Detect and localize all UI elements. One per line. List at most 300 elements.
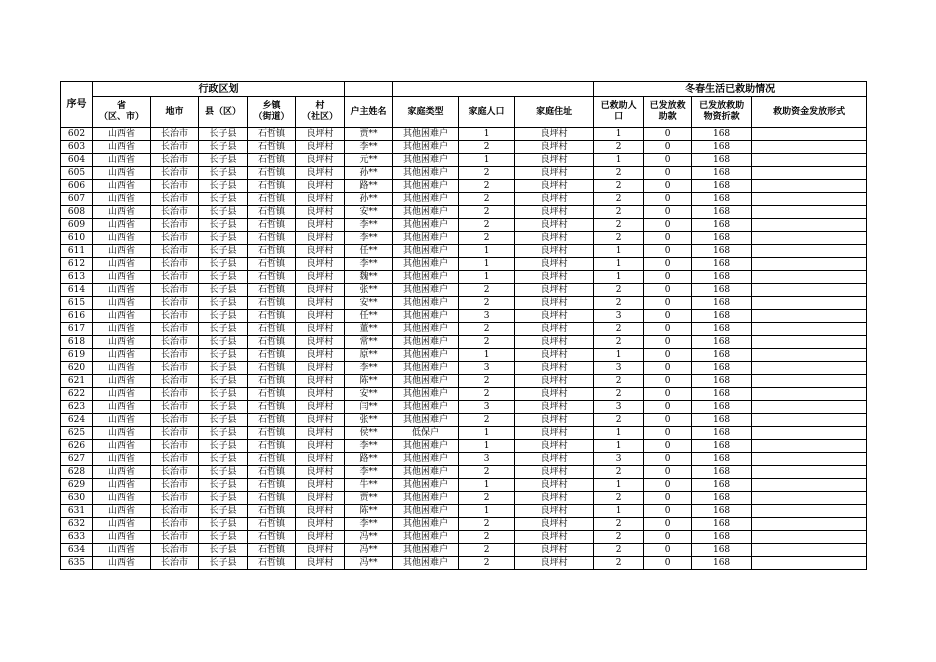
province-cell: 山西省	[93, 323, 151, 336]
village-cell: 良坪村	[296, 362, 345, 375]
county-cell: 长子县	[199, 349, 248, 362]
householder-cell: 安**	[345, 388, 393, 401]
aided-people-cell: 2	[594, 297, 644, 310]
aided-people-cell: 2	[594, 414, 644, 427]
table-row	[61, 557, 867, 570]
seq-cell: 625	[61, 427, 93, 440]
town-cell: 石哲镇	[248, 206, 296, 219]
family-size-cell: 1	[459, 427, 515, 440]
aided-people-cell: 2	[594, 284, 644, 297]
town-cell: 石哲镇	[248, 141, 296, 154]
seq-cell: 627	[61, 453, 93, 466]
material-aid-cell: 168	[692, 479, 752, 492]
aid-form-cell	[752, 154, 867, 167]
town-cell: 石哲镇	[248, 284, 296, 297]
householder-cell: 陈**	[345, 375, 393, 388]
householder-cell: 常**	[345, 336, 393, 349]
material-aid-cell: 168	[692, 141, 752, 154]
householder-cell: 李**	[345, 440, 393, 453]
address-cell: 良坪村	[515, 310, 594, 323]
aid-form-cell	[752, 206, 867, 219]
town-cell: 石哲镇	[248, 128, 296, 141]
address-cell: 良坪村	[515, 440, 594, 453]
province-cell: 山西省	[93, 180, 151, 193]
province-cell: 山西省	[93, 193, 151, 206]
table-row	[61, 310, 867, 323]
town-cell: 石哲镇	[248, 505, 296, 518]
address-cell: 良坪村	[515, 388, 594, 401]
county-cell: 长子县	[199, 505, 248, 518]
city-cell: 长治市	[151, 232, 199, 245]
cash-aid-cell: 0	[644, 297, 692, 310]
seq-cell: 617	[61, 323, 93, 336]
table-row	[61, 284, 867, 297]
aid-form-cell	[752, 453, 867, 466]
householder-cell: 原**	[345, 349, 393, 362]
family-size-cell: 2	[459, 167, 515, 180]
county-cell: 长子县	[199, 258, 248, 271]
city-cell: 长治市	[151, 128, 199, 141]
city-cell: 长治市	[151, 167, 199, 180]
county-cell: 长子县	[199, 479, 248, 492]
address-cell: 良坪村	[515, 232, 594, 245]
town-cell: 石哲镇	[248, 466, 296, 479]
village-cell: 良坪村	[296, 154, 345, 167]
town-cell: 石哲镇	[248, 544, 296, 557]
header-aided-people-l2: 口	[614, 112, 624, 122]
cash-aid-cell: 0	[644, 466, 692, 479]
material-aid-cell: 168	[692, 414, 752, 427]
province-cell: 山西省	[93, 258, 151, 271]
city-cell: 长治市	[151, 219, 199, 232]
aided-people-cell: 2	[594, 557, 644, 570]
town-cell: 石哲镇	[248, 531, 296, 544]
village-cell: 良坪村	[296, 492, 345, 505]
family-size-cell: 1	[459, 479, 515, 492]
city-cell: 长治市	[151, 388, 199, 401]
city-cell: 长治市	[151, 479, 199, 492]
county-cell: 长子县	[199, 323, 248, 336]
province-cell: 山西省	[93, 492, 151, 505]
address-cell: 良坪村	[515, 323, 594, 336]
town-cell: 石哲镇	[248, 518, 296, 531]
family-size-cell: 2	[459, 336, 515, 349]
county-cell: 长子县	[199, 466, 248, 479]
family-type-cell: 其他困难户	[393, 544, 459, 557]
householder-cell: 张**	[345, 284, 393, 297]
county-cell: 长子县	[199, 245, 248, 258]
address-cell: 良坪村	[515, 479, 594, 492]
province-cell: 山西省	[93, 336, 151, 349]
householder-cell: 路**	[345, 453, 393, 466]
city-cell: 长治市	[151, 245, 199, 258]
householder-cell: 李**	[345, 219, 393, 232]
header-family-size: 家庭人口	[459, 97, 515, 128]
family-size-cell: 2	[459, 388, 515, 401]
table-row	[61, 414, 867, 427]
table-row	[61, 466, 867, 479]
county-cell: 长子县	[199, 167, 248, 180]
city-cell: 长治市	[151, 401, 199, 414]
village-cell: 良坪村	[296, 167, 345, 180]
cash-aid-cell: 0	[644, 518, 692, 531]
family-size-cell: 1	[459, 128, 515, 141]
province-cell: 山西省	[93, 128, 151, 141]
city-cell: 长治市	[151, 375, 199, 388]
aided-people-cell: 2	[594, 518, 644, 531]
family-size-cell: 2	[459, 232, 515, 245]
table-row	[61, 167, 867, 180]
county-cell: 长子县	[199, 388, 248, 401]
material-aid-cell: 168	[692, 375, 752, 388]
family-size-cell: 2	[459, 557, 515, 570]
aided-people-cell: 2	[594, 375, 644, 388]
householder-cell: 李**	[345, 141, 393, 154]
aid-form-cell	[752, 557, 867, 570]
aid-form-cell	[752, 505, 867, 518]
aid-form-cell	[752, 141, 867, 154]
county-cell: 长子县	[199, 141, 248, 154]
table-body	[61, 128, 867, 570]
county-cell: 长子县	[199, 557, 248, 570]
village-cell: 良坪村	[296, 310, 345, 323]
seq-cell: 605	[61, 167, 93, 180]
family-size-cell: 3	[459, 401, 515, 414]
material-aid-cell: 168	[692, 388, 752, 401]
city-cell: 长治市	[151, 336, 199, 349]
city-cell: 长治市	[151, 440, 199, 453]
county-cell: 长子县	[199, 544, 248, 557]
county-cell: 长子县	[199, 193, 248, 206]
header-village-l1: 村	[315, 101, 325, 111]
aid-form-cell	[752, 388, 867, 401]
family-type-cell: 其他困难户	[393, 193, 459, 206]
material-aid-cell: 168	[692, 219, 752, 232]
family-size-cell: 3	[459, 453, 515, 466]
province-cell: 山西省	[93, 284, 151, 297]
householder-cell: 任**	[345, 245, 393, 258]
family-type-cell: 其他困难户	[393, 232, 459, 245]
seq-cell: 635	[61, 557, 93, 570]
householder-cell: 侯**	[345, 427, 393, 440]
address-cell: 良坪村	[515, 271, 594, 284]
material-aid-cell: 168	[692, 297, 752, 310]
address-cell: 良坪村	[515, 531, 594, 544]
aid-form-cell	[752, 219, 867, 232]
town-cell: 石哲镇	[248, 427, 296, 440]
aided-people-cell: 1	[594, 271, 644, 284]
family-type-cell: 其他困难户	[393, 206, 459, 219]
table-row	[61, 492, 867, 505]
material-aid-cell: 168	[692, 557, 752, 570]
seq-cell: 606	[61, 180, 93, 193]
address-cell: 良坪村	[515, 362, 594, 375]
header-aid-form: 救助资金发放形式	[752, 97, 867, 128]
county-cell: 长子县	[199, 128, 248, 141]
cash-aid-cell: 0	[644, 349, 692, 362]
province-cell: 山西省	[93, 271, 151, 284]
village-cell: 良坪村	[296, 271, 345, 284]
material-aid-cell: 168	[692, 440, 752, 453]
address-cell: 良坪村	[515, 427, 594, 440]
province-cell: 山西省	[93, 232, 151, 245]
aided-people-cell: 1	[594, 128, 644, 141]
aid-form-cell	[752, 258, 867, 271]
aid-form-cell	[752, 297, 867, 310]
table-row	[61, 206, 867, 219]
material-aid-cell: 168	[692, 245, 752, 258]
householder-cell: 李**	[345, 518, 393, 531]
province-cell: 山西省	[93, 154, 151, 167]
material-aid-cell: 168	[692, 492, 752, 505]
header-village-l2: （社区）	[302, 112, 339, 122]
family-type-cell: 低保户	[393, 427, 459, 440]
address-cell: 良坪村	[515, 297, 594, 310]
header-blank-a	[345, 82, 393, 97]
aided-people-cell: 2	[594, 336, 644, 349]
village-cell: 良坪村	[296, 388, 345, 401]
town-cell: 石哲镇	[248, 453, 296, 466]
village-cell: 良坪村	[296, 245, 345, 258]
town-cell: 石哲镇	[248, 492, 296, 505]
header-material-aid-l2: 物资折款	[703, 112, 740, 122]
address-cell: 良坪村	[515, 349, 594, 362]
aided-people-cell: 1	[594, 427, 644, 440]
county-cell: 长子县	[199, 336, 248, 349]
header-town	[248, 97, 296, 128]
village-cell: 良坪村	[296, 128, 345, 141]
address-cell: 良坪村	[515, 141, 594, 154]
town-cell: 石哲镇	[248, 245, 296, 258]
aid-form-cell	[752, 362, 867, 375]
family-type-cell: 其他困难户	[393, 388, 459, 401]
family-type-cell: 其他困难户	[393, 284, 459, 297]
header-aid-group: 冬春生活已救助情况	[594, 82, 867, 97]
village-cell: 良坪村	[296, 284, 345, 297]
village-cell: 良坪村	[296, 518, 345, 531]
material-aid-cell: 168	[692, 167, 752, 180]
aid-form-cell	[752, 232, 867, 245]
address-cell: 良坪村	[515, 453, 594, 466]
householder-cell: 冯**	[345, 544, 393, 557]
family-size-cell: 2	[459, 297, 515, 310]
material-aid-cell: 168	[692, 180, 752, 193]
family-size-cell: 3	[459, 362, 515, 375]
table-row	[61, 544, 867, 557]
village-cell: 良坪村	[296, 427, 345, 440]
header-material-aid-l1: 已发放救助	[699, 101, 745, 111]
family-type-cell: 其他困难户	[393, 362, 459, 375]
aided-people-cell: 1	[594, 245, 644, 258]
address-cell: 良坪村	[515, 258, 594, 271]
family-size-cell: 2	[459, 544, 515, 557]
family-size-cell: 1	[459, 245, 515, 258]
county-cell: 长子县	[199, 362, 248, 375]
table-row	[61, 232, 867, 245]
family-size-cell: 2	[459, 466, 515, 479]
province-cell: 山西省	[93, 427, 151, 440]
material-aid-cell: 168	[692, 258, 752, 271]
seq-cell: 616	[61, 310, 93, 323]
header-family-type: 家庭类型	[393, 97, 459, 128]
address-cell: 良坪村	[515, 401, 594, 414]
seq-cell: 615	[61, 297, 93, 310]
table-row	[61, 154, 867, 167]
material-aid-cell: 168	[692, 466, 752, 479]
aid-form-cell	[752, 310, 867, 323]
family-size-cell: 2	[459, 375, 515, 388]
town-cell: 石哲镇	[248, 375, 296, 388]
table-row	[61, 505, 867, 518]
seq-cell: 609	[61, 219, 93, 232]
province-cell: 山西省	[93, 141, 151, 154]
header-aided-people	[594, 97, 644, 128]
seq-cell: 608	[61, 206, 93, 219]
family-type-cell: 其他困难户	[393, 466, 459, 479]
county-cell: 长子县	[199, 154, 248, 167]
address-cell: 良坪村	[515, 466, 594, 479]
cash-aid-cell: 0	[644, 193, 692, 206]
city-cell: 长治市	[151, 492, 199, 505]
aided-people-cell: 2	[594, 167, 644, 180]
seq-cell: 604	[61, 154, 93, 167]
aided-people-cell: 2	[594, 323, 644, 336]
cash-aid-cell: 0	[644, 258, 692, 271]
county-cell: 长子县	[199, 531, 248, 544]
town-cell: 石哲镇	[248, 232, 296, 245]
aid-form-cell	[752, 323, 867, 336]
family-type-cell: 其他困难户	[393, 167, 459, 180]
county-cell: 长子县	[199, 271, 248, 284]
family-type-cell: 其他困难户	[393, 401, 459, 414]
aid-form-cell	[752, 375, 867, 388]
header-village	[296, 97, 345, 128]
county-cell: 长子县	[199, 375, 248, 388]
city-cell: 长治市	[151, 141, 199, 154]
address-cell: 良坪村	[515, 414, 594, 427]
cash-aid-cell: 0	[644, 531, 692, 544]
table-row	[61, 453, 867, 466]
table-row	[61, 271, 867, 284]
material-aid-cell: 168	[692, 154, 752, 167]
material-aid-cell: 168	[692, 349, 752, 362]
address-cell: 良坪村	[515, 492, 594, 505]
city-cell: 长治市	[151, 531, 199, 544]
family-size-cell: 2	[459, 141, 515, 154]
header-cash-aid-l2: 助款	[658, 112, 677, 122]
seq-cell: 620	[61, 362, 93, 375]
village-cell: 良坪村	[296, 453, 345, 466]
town-cell: 石哲镇	[248, 336, 296, 349]
county-cell: 长子县	[199, 492, 248, 505]
town-cell: 石哲镇	[248, 557, 296, 570]
town-cell: 石哲镇	[248, 414, 296, 427]
city-cell: 长治市	[151, 505, 199, 518]
cash-aid-cell: 0	[644, 375, 692, 388]
aided-people-cell: 3	[594, 453, 644, 466]
table-row	[61, 388, 867, 401]
aid-form-cell	[752, 128, 867, 141]
material-aid-cell: 168	[692, 453, 752, 466]
aided-people-cell: 1	[594, 349, 644, 362]
aided-people-cell: 2	[594, 219, 644, 232]
province-cell: 山西省	[93, 505, 151, 518]
table-row	[61, 531, 867, 544]
seq-cell: 607	[61, 193, 93, 206]
householder-cell: 李**	[345, 466, 393, 479]
aid-form-cell	[752, 349, 867, 362]
material-aid-cell: 168	[692, 505, 752, 518]
aid-form-cell	[752, 414, 867, 427]
province-cell: 山西省	[93, 414, 151, 427]
city-cell: 长治市	[151, 206, 199, 219]
county-cell: 长子县	[199, 284, 248, 297]
cash-aid-cell: 0	[644, 544, 692, 557]
householder-cell: 陈**	[345, 505, 393, 518]
cash-aid-cell: 0	[644, 206, 692, 219]
cash-aid-cell: 0	[644, 557, 692, 570]
aided-people-cell: 3	[594, 310, 644, 323]
town-cell: 石哲镇	[248, 167, 296, 180]
village-cell: 良坪村	[296, 414, 345, 427]
village-cell: 良坪村	[296, 349, 345, 362]
aid-form-cell	[752, 180, 867, 193]
householder-cell: 魏**	[345, 271, 393, 284]
family-size-cell: 2	[459, 492, 515, 505]
village-cell: 良坪村	[296, 323, 345, 336]
province-cell: 山西省	[93, 557, 151, 570]
material-aid-cell: 168	[692, 427, 752, 440]
family-size-cell: 1	[459, 154, 515, 167]
householder-cell: 贾**	[345, 492, 393, 505]
header-group-row	[61, 82, 867, 97]
city-cell: 长治市	[151, 518, 199, 531]
seq-cell: 619	[61, 349, 93, 362]
town-cell: 石哲镇	[248, 349, 296, 362]
material-aid-cell: 168	[692, 401, 752, 414]
province-cell: 山西省	[93, 479, 151, 492]
cash-aid-cell: 0	[644, 401, 692, 414]
material-aid-cell: 168	[692, 336, 752, 349]
cash-aid-cell: 0	[644, 154, 692, 167]
city-cell: 长治市	[151, 258, 199, 271]
table-row	[61, 180, 867, 193]
header-city: 地市	[151, 97, 199, 128]
aided-people-cell: 2	[594, 193, 644, 206]
cash-aid-cell: 0	[644, 492, 692, 505]
city-cell: 长治市	[151, 180, 199, 193]
province-cell: 山西省	[93, 245, 151, 258]
seq-cell: 613	[61, 271, 93, 284]
town-cell: 石哲镇	[248, 219, 296, 232]
aided-people-cell: 2	[594, 531, 644, 544]
seq-cell: 621	[61, 375, 93, 388]
county-cell: 长子县	[199, 310, 248, 323]
seq-cell: 633	[61, 531, 93, 544]
householder-cell: 李**	[345, 258, 393, 271]
table-row	[61, 518, 867, 531]
family-size-cell: 2	[459, 193, 515, 206]
aid-form-cell	[752, 167, 867, 180]
cash-aid-cell: 0	[644, 479, 692, 492]
aided-people-cell: 1	[594, 479, 644, 492]
family-type-cell: 其他困难户	[393, 128, 459, 141]
province-cell: 山西省	[93, 206, 151, 219]
village-cell: 良坪村	[296, 297, 345, 310]
cash-aid-cell: 0	[644, 219, 692, 232]
family-type-cell: 其他困难户	[393, 440, 459, 453]
seq-cell: 610	[61, 232, 93, 245]
